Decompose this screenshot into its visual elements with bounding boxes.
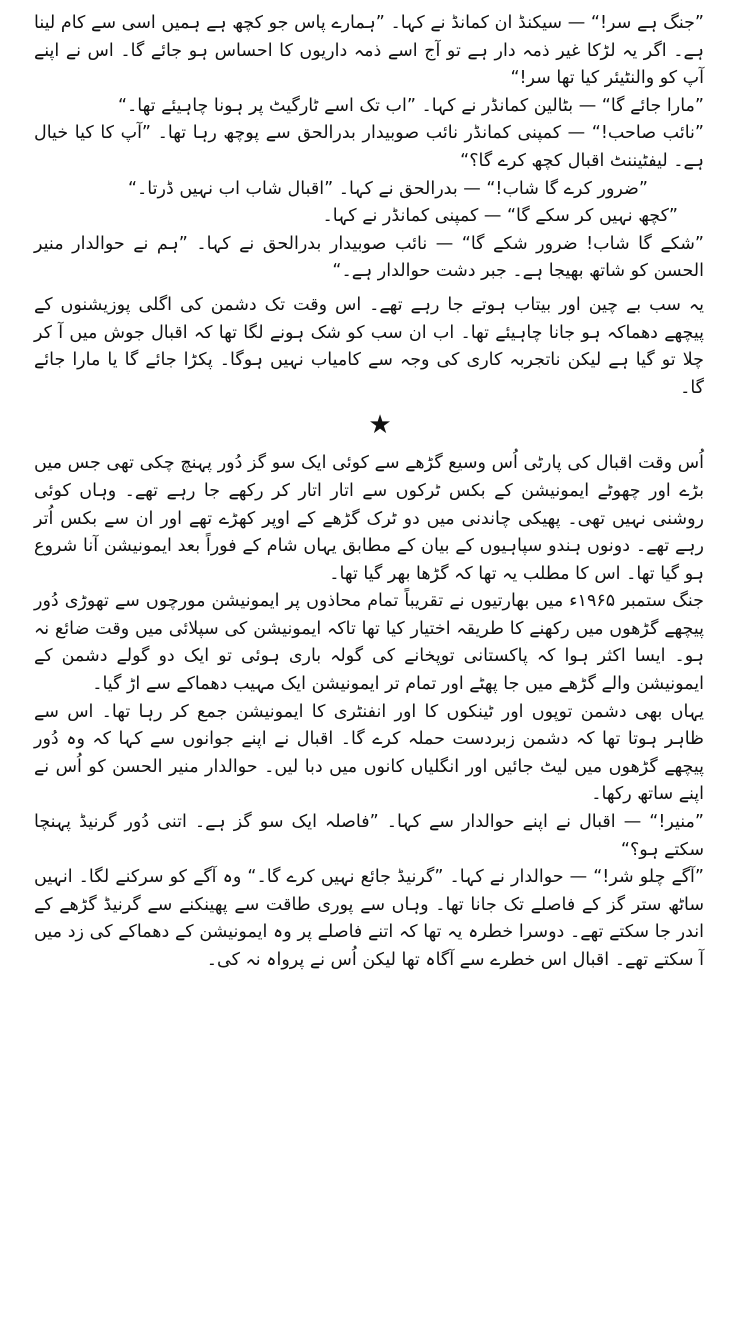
paragraph-11: ”منیر!“ — اقبال نے اپنے حوالدار سے کہا۔ ”فاصلہ ایک سو گز ہے۔ اتنی دُور گرنیڈ پہنچا سکتے ہو؟“ (34, 812, 704, 860)
paragraph-6: ”شکے گا شاب! ضرور شکے گا“ — نائب صوبیدار بدرالحق نے کہا۔ ”ہم نے حوالدار منیر الحسن کو شاتھ بھیجا ہے۔ جبر دشت حوالدار ہے۔“ (34, 233, 704, 282)
paragraph-1: ”جنگ ہے سر!“ — سیکنڈ ان کمانڈ نے کہا۔ ”ہمارے پاس جو کچھ ہے ہمیں اسی سے کام لینا ہے۔ اگر یہ لڑکا غیر ذمہ دار ہے تو آج اسے ذمہ داریوں کا احساس ہو جائے گا۔ اس نے اپنے آپ کو والنٹیئر کیا تھا سر!“ (34, 13, 704, 89)
paragraph-2: ”مارا جائے گا“ — بٹالین کمانڈر نے کہا۔ ”اب تک اسے ٹارگیٹ پر ہونا چاہیئے تھا۔“ (117, 95, 704, 116)
paragraph-10: یہاں بھی دشمن توپوں اور ٹینکوں کا اور انفنٹری کا ایمونیشن جمع کر رہا تھا۔ اس سے ظاہر ہوتا تھا کہ دشمن زبردست حملہ کرے گا۔ اقبال نے اپنے جوانوں سے کہا کہ وہ دُور پیچھے گڑھوں میں لیٹ جائیں اور انگلیاں کانوں میں دبا لیں۔ حوالدار منیر الحسن کو اُس نے اپنے ساتھ رکھا۔ (34, 701, 704, 805)
paragraph-5: ”کچھ نہیں کر سکے گا“ — کمپنی کمانڈر نے کہا۔ (322, 206, 678, 227)
section-separator-star-icon: ★ (368, 410, 392, 441)
paragraph-3: ”نائب صاحب!“ — کمپنی کمانڈر نائب صوبیدار بدرالحق سے پوچھ رہا تھا۔ ”آپ کا کیا خیال ہے۔ لیفٹیننٹ اقبال کچھ کرے گا؟“ (34, 123, 704, 171)
paragraph-9: جنگ ستمبر ۱۹۶۵ء میں بھارتیوں نے تقریباً تمام محاذوں پر ایمونیشن مورچوں سے تھوڑی دُور پیچھے گڑھوں میں رکھنے کا طریقہ اختیار کیا تھا تاکہ ایمونیشن کی سپلائی میں وقت ضائع نہ ہو۔ ایسا اکثر ہوا کہ پاکستانی توپخانے کی گولہ باری ہوئی تو ایک دو گولے دشمن کے ایمونیشن والے گڑھے میں جا پھٹے اور تمام تر ایمونیشن ایک مہیب دھماکے سے اڑ گیا۔ (34, 591, 705, 695)
paragraph-12: ”آگے چلو شر!“ — حوالدار نے کہا۔ ”گرنیڈ جائع نہیں کرے گا۔“ وہ آگے کو سرکنے لگا۔ انہیں ساٹھ ستر گز کے فاصلے تک جانا تھا۔ وہاں سے پوری طاقت سے پھینکنے سے گرنیڈ گڑھے کے اندر جا سکتے تھے۔ دوسرا خطرہ یہ تھا کہ اتنے فاصلے پر وہ ایمونیشن کے دھماکے کی زد میں آ سکتے تھے۔ اقبال اس خطرے سے آگاہ تھا لیکن اُس نے پرواہ نہ کی۔ (34, 867, 704, 970)
paragraph-4: ”ضرور کرے گا شاب!“ — بدرالحق نے کہا۔ ”اقبال شاب اب نہیں ڈرتا۔“ (127, 178, 648, 199)
paragraph-7: یہ سب بے چین اور بیتاب ہوتے جا رہے تھے۔ اس وقت تک دشمن کی اگلی پوزیشنوں کے پیچھے دھماکہ ہو جانا چاہیئے تھا۔ اب ان سب کو شک ہونے لگا تھا کہ اقبال جوش میں آ کر چلا تو گیا ہے لیکن ناتجربہ کاری کی وجہ سے کامیاب نہیں ہوگا۔ پکڑا جائے گا یا مارا جائے گا۔ (34, 294, 704, 398)
paragraph-8: اُس وقت اقبال کی پارٹی اُس وسیع گڑھے سے کوئی ایک سو گز دُور پہنچ چکی تھی جس میں بڑے اور چھوٹے ایمونیشن کے بکس ٹرکوں سے اتار اتار کر رکھے جا رہے تھے۔ وہاں کوئی روشنی نہیں تھی۔ پھیکی چاندنی میں دو ٹرک گڑھے کے اوپر کھڑے تھے اور ان سے بکس اُتر رہے تھے۔ دونوں ہندو سپاہیوں کے بیان کے مطابق یہاں شام کے فوراً بعد ایمونیشن آنا شروع ہو گیا تھا۔ اس کا مطلب یہ تھا کہ گڑھا بھر گیا تھا۔ (34, 453, 704, 584)
